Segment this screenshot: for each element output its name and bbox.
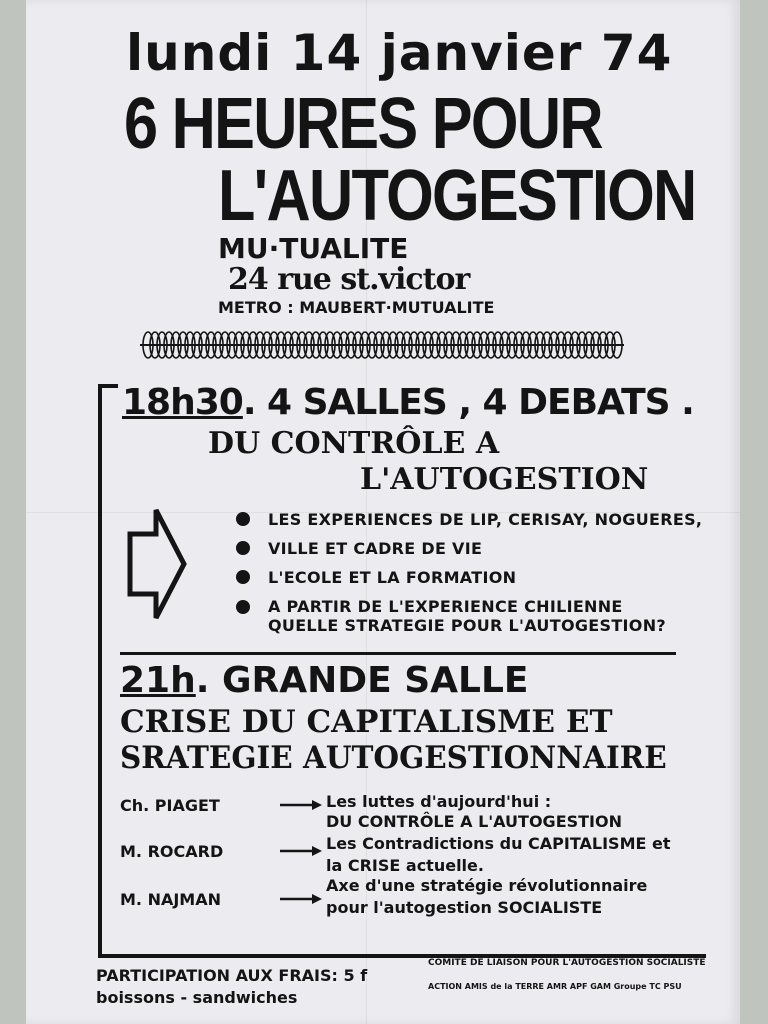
venue-address: 24 rue st.victor [228,262,470,297]
long-arrow-right-icon [280,800,322,810]
session2-heading [120,660,528,701]
venue-name: MU·TUALITE [218,232,409,265]
title-line-2: L'AUTOGESTION [218,156,696,236]
session1-heading [122,382,694,423]
session2-time: 21h [120,660,196,701]
coil-ornament [140,328,624,362]
session1-item: L'ECOLE ET LA FORMATION [268,568,517,587]
session1-time: 18h30 [122,382,243,423]
talk-title: Les Contradictions du CAPITALISME et [326,834,671,853]
participation-fee: PARTICIPATION AUX FRAIS: 5 f [96,966,368,985]
event-date: lundi 14 janvier 74 [126,24,673,82]
talk-title: DU CONTRÔLE A L'AUTOGESTION [326,812,622,831]
frame-left-rule [98,384,102,958]
arrow-right-icon [126,504,188,624]
member-groups: ACTION AMIS de la TERRE AMR APF GAM Groupe TC PSU [428,982,682,991]
speaker-name: Ch. PIAGET [120,796,220,815]
talk-title: pour l'autogestion SOCIALISTE [326,898,603,917]
session1-item: VILLE ET CADRE DE VIE [268,539,483,558]
bullet-icon [236,512,250,526]
metro-station: METRO : MAUBERT·MUTUALITE [218,298,495,317]
long-arrow-right-icon [280,894,322,904]
session1-item-continued: QUELLE STRATEGIE POUR L'AUTOGESTION? [268,616,666,635]
section-divider [120,652,676,655]
talk-title: la CRISE actuelle. [326,856,484,875]
session1-item: A PARTIR DE L'EXPERIENCE CHILIENNE [268,597,623,616]
talk-title: Les luttes d'aujourd'hui : [326,792,552,811]
bullet-icon [236,570,250,584]
session2-subtitle-line-2: SRATEGIE AUTOGESTIONNAIRE [120,740,667,776]
session2-subtitle-line-1: CRISE DU CAPITALISME ET [120,704,613,740]
bullet-icon [236,600,250,614]
session1-item: LES EXPERIENCES DE LIP, CERISAY, NOGUERES, [268,510,703,529]
refreshments: boissons - sandwiches [96,988,298,1007]
organizing-committee: COMITÉ DE LIAISON POUR L'AUTOGESTION SOCIALISTE [428,958,706,968]
session1-subtitle-line-2: L'AUTOGESTION [360,462,649,497]
speaker-name: M. ROCARD [120,842,224,861]
bullet-icon [236,541,250,555]
speaker-name: M. NAJMAN [120,890,221,909]
session2-heading-rest: . GRANDE SALLE [195,660,529,701]
frame-top-rule [98,384,118,388]
title-line-1: 6 HEURES POUR [124,84,602,164]
talk-title: Axe d'une stratégie révolutionnaire [326,876,648,895]
long-arrow-right-icon [280,846,322,856]
session1-subtitle-line-1: DU CONTRÔLE A [208,426,500,461]
session1-heading-rest: . 4 SALLES , 4 DEBATS . [242,382,694,423]
